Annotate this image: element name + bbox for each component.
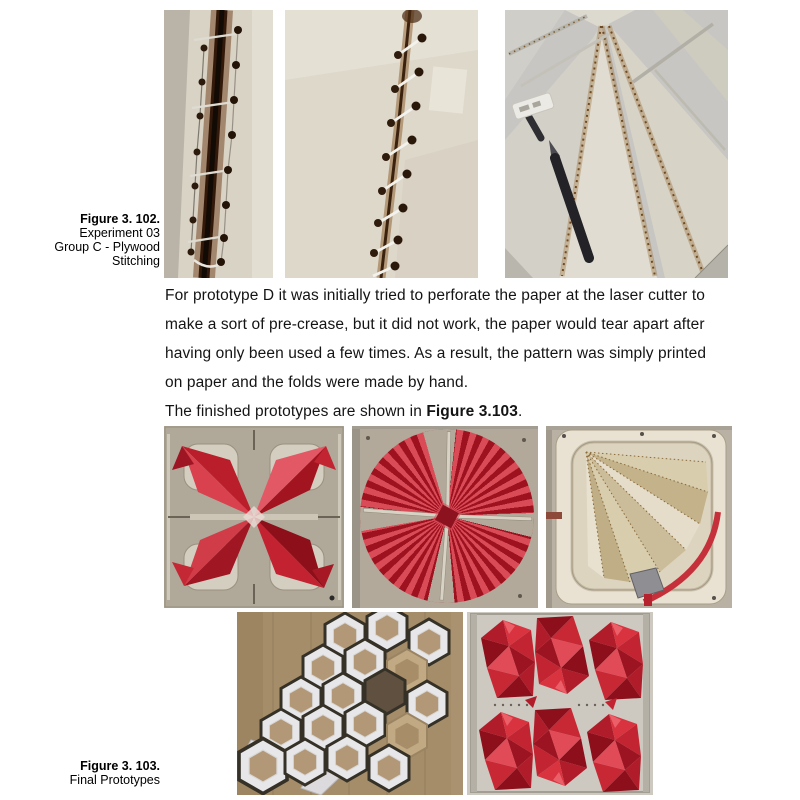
figure-102-caption-line-1: Experiment 03 [79,226,160,240]
body-line-4: on paper and the folds were made by hand. [165,374,469,391]
screw-dot [366,436,370,440]
figure-102-label: Figure 3. 102. [80,212,160,226]
screw-dot [522,438,526,442]
body-line-3: having only been used a few times. As a result, the pattern was simply printed [165,345,707,362]
figure-102-caption [10,212,160,268]
figure-102-caption-line-2: Group C - Plywood [54,240,160,254]
photo-prototype-red-modules [467,612,653,795]
photo-plywood-stitching-2 [285,10,478,278]
panel-edge [352,426,360,608]
photo-prototype-red-pinwheel [164,426,344,608]
photo-plywood-stitching-1 [164,10,273,278]
figure-103-caption [10,759,160,787]
figure-reference-prefix: The finished prototypes are shown in [165,403,427,420]
photo-plywood-stitching-panels [505,10,728,278]
figure-102-caption-line-3: Stitching [112,254,160,268]
body-line-1: For prototype D it was initially tried to perforate the paper at the laser cutter to [165,287,705,304]
figure-reference: Figure 3.103 [426,403,518,420]
body-line-2: make a sort of pre-crease, but it did not work, the paper would tear apart after [165,316,705,333]
photo-prototype-hexagons [237,612,463,795]
screw-dot [518,594,522,598]
body-line-5 [165,397,787,426]
body-paragraph-1 [165,281,787,397]
figure-reference-suffix: . [518,403,523,420]
body-paragraph-2 [165,397,787,426]
photo-prototype-plywood-fan [546,426,732,608]
photo-prototype-red-fans [352,426,538,608]
figure-103-caption-line-1: Final Prototypes [69,773,160,787]
figure-103-label: Figure 3. 103. [80,759,160,773]
